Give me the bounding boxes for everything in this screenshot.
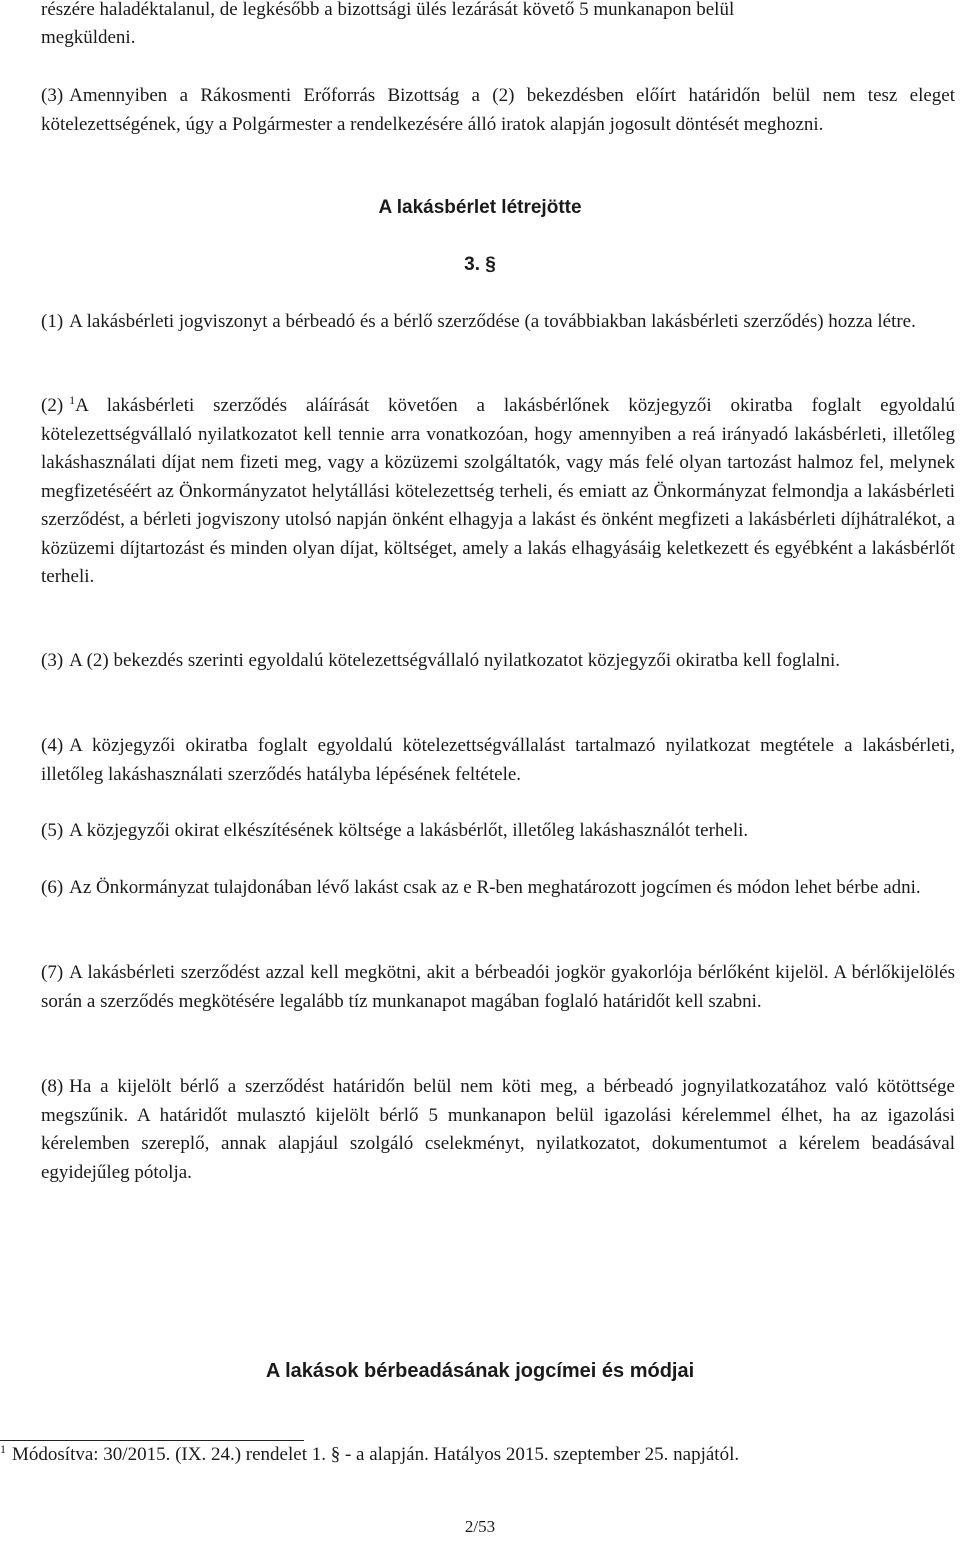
paragraph-1 (41, 308, 955, 337)
paragraph-3-prev (41, 82, 955, 139)
footnote (0, 1441, 960, 1469)
paragraph-number: (7) (41, 962, 64, 983)
paragraph-number: (5) (41, 820, 64, 841)
paragraph-5 (41, 817, 955, 846)
paragraph-text: A lakásbérleti jogviszonyt a bérbeadó és a bérlő szerződése (a továbbiakban lakásbérleti szerződés) hozza létre. (69, 311, 916, 332)
paragraph-text: Ha a kijelölt bérlő a szerződést határidőn belül nem köti meg, a bérbeadó jognyilatkozatához való kötöttsége megszűnik. A határidőt mulasztó kijelölt bérlő 5 munkanapon belül igazolási kérelemmel élhet, ha az igazolási kérelemben szereplő, annak alapjául szolgáló cselekményt, nyilatkozatot, dokumentumot a kérelem beadásával egyidejűleg pótolja. (41, 1076, 955, 1183)
next-section-title: A lakások bérbeadásának jogcímei és módjai (265, 1360, 695, 1382)
paragraph-7 (41, 959, 955, 1016)
paragraph-number: (3) (41, 85, 64, 106)
footnote-mark: 1 (0, 1442, 6, 1456)
paragraph-number: (1) (41, 311, 64, 332)
footnote-text: Módosítva: 30/2015. (IX. 24.) rendelet 1. § - a alapján. Hatályos 2015. szeptember 25. napjától. (12, 1444, 740, 1465)
paragraph-number: (3) (41, 650, 64, 671)
paragraph-number: (4) (41, 735, 64, 756)
intro-line-1: részére haladéktalanul, de legkésőbb a bizottsági ülés lezárását követő 5 munkanapon belül (41, 0, 735, 20)
footnote-reference[interactable]: 1 (69, 393, 76, 407)
paragraph-text: A (2) bekezdés szerinti egyoldalú kötelezettségvállaló nyilatkozatot közjegyzői okiratba kell foglalni. (69, 650, 840, 671)
paragraph-text: Amennyiben a Rákosmenti Erőforrás Bizottság a (2) bekezdésben előírt határidőn belül nem tesz eleget kötelezettségének, úgy a Polgármester a rendelkezésére álló iratok alapján jogosult döntését meghozni. (41, 85, 955, 135)
paragraph-number: (2) (41, 395, 64, 416)
paragraph-text: A lakásbérleti szerződés aláírását követően a lakásbérlőnek közjegyzői okiratba foglalt egyoldalú kötelezettségvállaló nyilatkozatot kell tennie arra vonatkozóan, hogy amennyiben a reá irányadó lakásbérleti, illetőleg lakáshasználati díjat nem fizeti meg, vagy a közüzemi szolgáltatók, vagy más felé olyan tartozást halmoz fel, melynek megfizetéséért az Önkormányzatot helytállási kötelezettség terheli, és emiatt az Önkormányzat felmondja a lakásbérleti szerződést, a bérleti jogviszony utolsó napján önként elhagyja a lakást és önként megfizeti a lakásbérleti díjhátralékot, a közüzemi díjtartozást és minden olyan díjat, költséget, amely a lakás elhagyásáig keletkezett és egyébként a lakásbérlőt terheli. (41, 395, 955, 587)
page-number: 2/53 (464, 1517, 496, 1536)
paragraph-number: (6) (41, 877, 64, 898)
paragraph-text: A közjegyzői okirat elkészítésének költsége a lakásbérlőt, illetőleg lakáshasználót terheli. (69, 820, 749, 841)
paragraph-text: A lakásbérleti szerződést azzal kell megkötni, akit a bérbeadói jogkör gyakorlója bérlőként kijelöl. A bérlőkijelölés során a szerződés megkötésére legalább tíz munkanapot magában foglaló határidőt kell szabni. (41, 962, 955, 1012)
paragraph-6 (41, 874, 955, 903)
paragraph-3 (41, 647, 955, 676)
paragraph-text: A közjegyzői okiratba foglalt egyoldalú kötelezettségvállalást tartalmazó nyilatkozat megtétele a lakásbérleti, illetőleg lakáshasználati szerződés hatályba lépésének feltétele. (41, 735, 955, 785)
paragraph-text: Az Önkormányzat tulajdonában lévő lakást csak az e R-ben meghatározott jogcímen és módon lehet bérbe adni. (69, 877, 921, 898)
section-title: A lakásbérlet létrejötte (378, 197, 582, 218)
section-number: 3. § (464, 254, 496, 275)
paragraph-8 (41, 1073, 955, 1187)
paragraph-number: (8) (41, 1076, 64, 1097)
paragraph-4 (41, 732, 955, 789)
intro-line-2: megküldeni. (41, 27, 136, 48)
paragraph-2 (41, 392, 955, 592)
